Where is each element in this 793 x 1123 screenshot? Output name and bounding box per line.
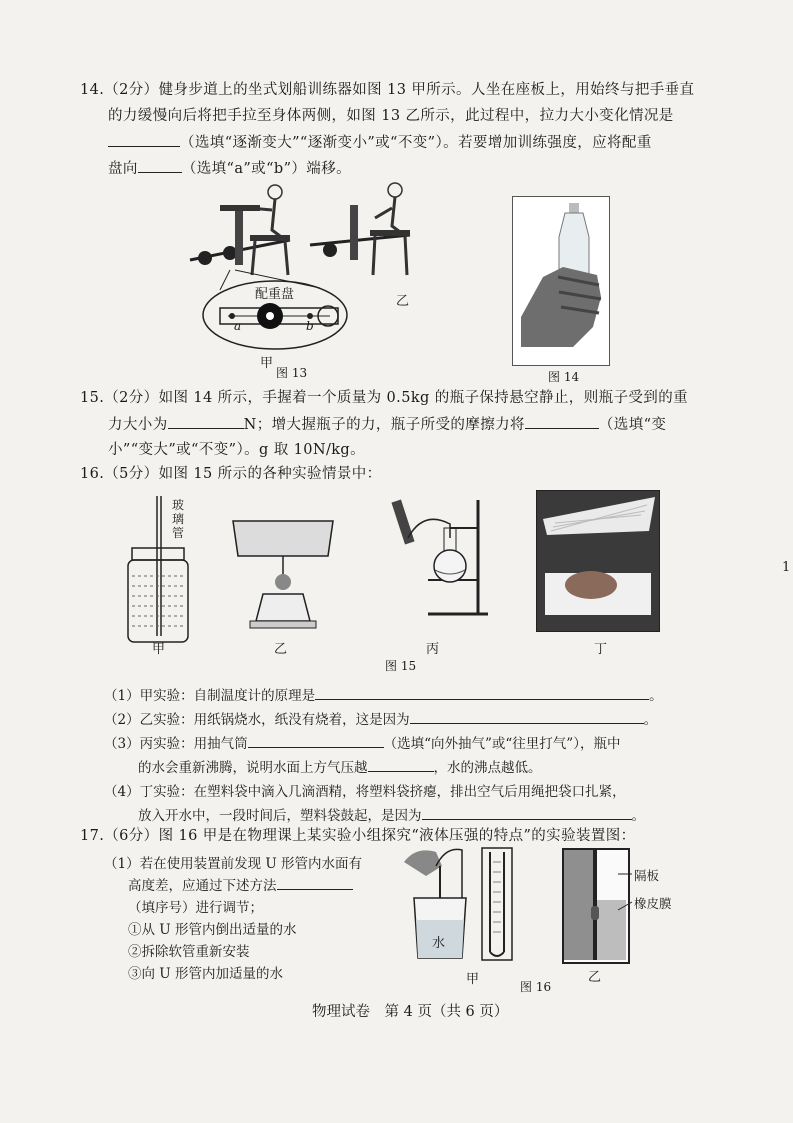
q15-line2: 力大小为 N；增大握瓶子的力，瓶子所受的摩擦力将 （选填“变 xyxy=(108,414,666,435)
q14-blank-2[interactable] xyxy=(138,158,182,173)
q17-option-1: ①从 U 形管内倒出适量的水 xyxy=(128,922,297,938)
q17-sub1-line3: （填序号）进行调节； xyxy=(128,900,263,916)
paper-pot-diagram xyxy=(228,516,338,646)
figure-13 xyxy=(180,180,460,380)
q16-sub1: （1）甲实验：自制温度计的原理是 。 xyxy=(104,684,663,704)
q16-blank-5[interactable] xyxy=(422,805,632,820)
fig15-bing-label: 丙 xyxy=(426,642,440,657)
q17-option-3: ③向 U 形管内加适量的水 xyxy=(128,966,283,982)
point-b-label: b xyxy=(306,319,314,333)
membrane-label: 橡皮膜 xyxy=(634,896,672,911)
q14-line1: 14.（2分）健身步道上的坐式划船训练器如图 13 甲所示。人坐在座板上，用始终与把手垂直 xyxy=(80,82,695,98)
q17-blank-1[interactable] xyxy=(277,875,353,890)
q16-blank-3[interactable] xyxy=(248,733,384,748)
figure-14 xyxy=(512,196,610,366)
homemade-thermometer-diagram xyxy=(120,496,200,646)
q16-blank-4[interactable] xyxy=(368,757,434,772)
pressure-gauge-apparatus-diagram xyxy=(396,842,516,972)
fig14-caption: 图 14 xyxy=(548,370,580,384)
q17-sub1-line2: 高度差，应通过下述方法 xyxy=(128,874,353,894)
fig15-ding-label: 丁 xyxy=(594,642,608,657)
figure-16 xyxy=(396,842,676,992)
fig15-jia-label: 甲 xyxy=(152,642,166,657)
fig16-jia-label: 甲 xyxy=(466,972,480,987)
q15-blank-2[interactable] xyxy=(525,414,599,429)
q14-line2: 的力缓慢向后将把手拉至身体两侧，如图 13 乙所示，此过程中，拉力大小变化情况是 xyxy=(108,108,674,124)
q16-blank-2[interactable] xyxy=(410,709,644,724)
q16-sub4-line2: 放入开水中，一段时间后，塑料袋鼓起，是因为 。 xyxy=(138,804,645,824)
margin-mark: 1 xyxy=(782,560,791,575)
rowing-machine-diagram xyxy=(180,180,460,380)
partition-wall xyxy=(593,850,597,960)
hand-holding-bottle-image xyxy=(513,197,609,365)
point-a-label: a xyxy=(234,319,242,333)
fig15-caption: 图 15 xyxy=(385,659,417,673)
plastic-bag-image xyxy=(537,491,659,631)
q15-blank-1[interactable] xyxy=(168,414,244,429)
q17-line1: 17.（6分）图 16 甲是在物理课上某实验小组探究“液体压强的特点”的实验装置图： xyxy=(80,828,636,844)
q15-line1: 15.（2分）如图 14 所示，手握着一个质量为 0.5kg 的瓶子保持悬空静止，则瓶子受到的重 xyxy=(80,390,688,406)
rubber-membrane xyxy=(591,906,599,920)
page-footer: 物理试卷 第 4 页（共 6 页） xyxy=(312,1004,509,1020)
q15-line3: 小”“变大”或“不变”）。g 取 10N/kg。 xyxy=(108,442,366,458)
q16-sub3: （3）丙实验：用抽气筒 （选填“向外抽气”或“往里打气”），瓶中 xyxy=(104,732,620,752)
fig13-yi-label: 乙 xyxy=(396,294,410,309)
weight-plate-label: 配重盘 xyxy=(255,287,295,302)
q14-line4: 盘向 （选填“a”或“b”）端移。 xyxy=(108,158,351,179)
fig16-caption: 图 16 xyxy=(520,980,552,994)
q16-sub3-line2: 的水会重新沸腾，说明水面上方气压越 ，水的沸点越低。 xyxy=(138,756,542,776)
q16-line1: 16.（5分）如图 15 所示的各种实验情景中： xyxy=(80,466,382,482)
plastic-bag-photo xyxy=(536,490,660,632)
fig16-yi-label: 乙 xyxy=(588,970,602,985)
q16-sub2: （2）乙实验：用纸锅烧水，纸没有烧着，这是因为 。 xyxy=(104,708,657,728)
fig15-yi-label: 乙 xyxy=(274,642,288,657)
q16-blank-1[interactable] xyxy=(315,685,649,700)
q14-line3: （选填“逐渐变大”“逐渐变小”或“不变”）。若要增加训练强度，应将配重 xyxy=(108,132,652,153)
q14-blank-1[interactable] xyxy=(108,132,180,147)
q16-sub4: （4）丁实验：在塑料袋中滴入几滴酒精，将塑料袋挤瘪，排出空气后用绳把袋口扎紧， xyxy=(104,784,626,800)
water-label: 水 xyxy=(432,936,446,951)
q17-option-2: ②拆除软管重新安装 xyxy=(128,944,250,960)
flask-and-pump-diagram xyxy=(378,490,498,630)
q17-sub1-line1: （1）若在使用装置前发现 U 形管内水面有 xyxy=(104,856,363,872)
figure-15 xyxy=(120,486,680,656)
fig13-jia-label: 甲 xyxy=(260,356,274,371)
partition-label: 隔板 xyxy=(634,868,660,883)
fig13-caption: 图 13 xyxy=(276,366,308,380)
left-liquid xyxy=(564,850,594,960)
glass-tube-label: 玻璃管 xyxy=(172,498,185,540)
